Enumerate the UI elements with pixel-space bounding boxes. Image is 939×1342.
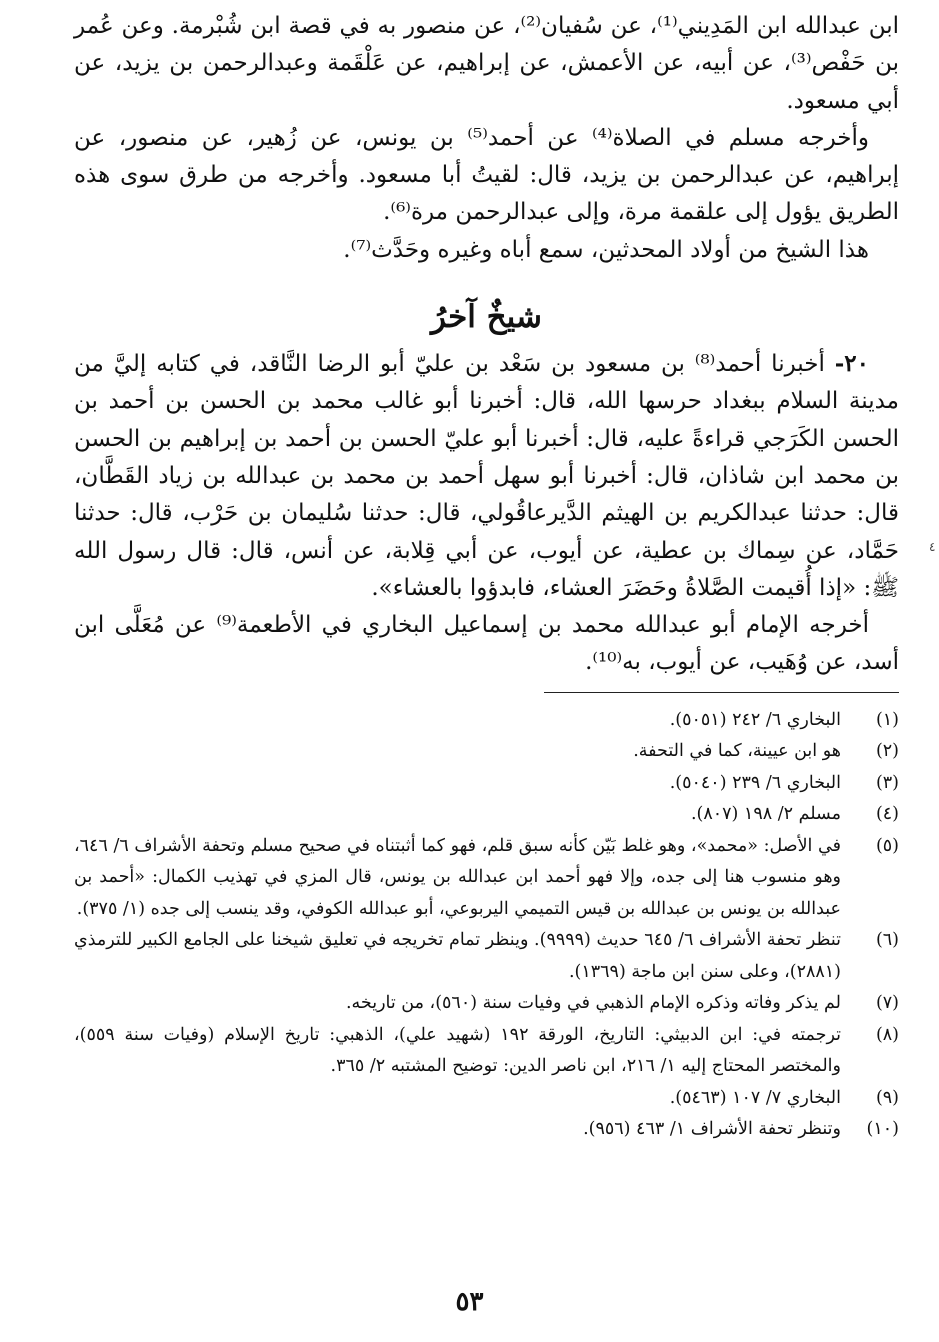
footnote [74, 705, 899, 737]
footnote [74, 1114, 899, 1146]
footnote-text: لم يذكر وفاته وذكره الإمام الذهبي في وفيات سنة (٥٦٠)، من تاريخه. [345, 993, 841, 1014]
footnote-number: (٩) [875, 1087, 899, 1108]
footnote [74, 768, 899, 800]
footnote-text: وتنظر تحفة الأشراف ١/ ٤٦٣ (٩٥٦). [583, 1119, 841, 1140]
footnote [74, 1083, 899, 1115]
page-content [74, 8, 899, 1146]
footnote [74, 831, 899, 926]
footnote [74, 736, 899, 768]
footnote-text: البخاري ٦/ ٢٤٢ (٥٠٥١). [669, 709, 841, 730]
footnote-text: ترجمته في: ابن الدبيثي: التاريخ، الورقة ١٩٢ (شهيد علي)، الذهبي: تاريخ الإسلام (وفيات سنة ٥٥٩)، والمختصر المحتاج إليه ١/ ٢١٦، ابن ناصر الدين: توضيح المشتبه ٢/ ٣٦٥. [74, 1024, 841, 1077]
footnote-number: (٢) [875, 741, 899, 762]
footnote-text: في الأصل: «محمد»، وهو غلط بَيّن كأنه سبق قلم، فهو كما أثبتناه في صحيح مسلم وتحفة الأشراف ٦/ ٦٤٦، وهو منسوب هنا إلى جده، وإلا فهو أحمد ابن عبدالله بن يونس، قال المزي في تهذيب الكمال: «أحمد بن عبدالله بن يونس بن عبدالله بن قيس التميمي اليربوعي، أبو عبدالله الكوفي، وقد ينسب إلى جده (١/ ٣٧٥). [74, 835, 841, 919]
footnote-number: (٥) [875, 835, 899, 856]
footnote-text: تنظر تحفة الأشراف ٦/ ٦٤٥ حديث (٩٩٩٩). وينظر تمام تخريجه في تعليق شيخنا على الجامع الكبير للترمذي (٢٨٨١)، وعلى سنن ابن ماجة (١٣٦٩). [74, 930, 842, 982]
paragraph: أخرجه الإمام أبو عبدالله محمد بن إسماعيل البخاري في الأطعمة⁽⁹⁾ عن مُعَلَّى ابن أسد، عن وُهَيب، عن أيوب، به⁽¹⁰⁾. [74, 612, 899, 676]
entry-text: أخبرنا أحمد⁽⁸⁾ بن مسعود بن سَعْد بن عليّ أبو الرضا النَّاقد، في كتابه إليَّ من مدينة السلام ببغداد حرسها الله، قال: أخبرنا أبو غالب محمد بن الحسن بن أحمد بن الحسن الكَرَجي قراءةً عليه، قال: أخبرنا أبو عليّ الحسن بن أحمد بن إبراهيم بن الحسن بن محمد ابن شاذان، قال: أخبرنا أبو سهل أحمد بن محمد بن عبدالله بن زياد القَطَّان، قال: حدثنا عبدالكريم بن الهيثم الدَّيرعاقُولي، قال: حدثنا سُليمان بن حَرْب، قال: حدثنا حَمَّاد، عن سِماك بن عطية، عن أيوب، عن أبي قِلابة، عن أنس، قال: قال رسول الله ﷺ: «إذا أُقيمت الصَّلاةُ وحَضَرَ العشاء، فابدؤوا بالعشاء». [74, 351, 899, 601]
footnote-number: (١٠) [866, 1119, 899, 1140]
footnote-text: البخاري ٦/ ٢٣٩ (٥٠٤٠). [669, 772, 841, 793]
footnote-divider [544, 692, 899, 693]
page-number: ٥٣ [455, 1287, 484, 1317]
footnote-number: (٣) [875, 772, 899, 793]
section-heading: شيخٌ آخرُ [430, 299, 542, 336]
footnote-number: (٨) [875, 1024, 899, 1045]
footnote [74, 1020, 899, 1083]
footnote-text: هو ابن عيينة، كما في التحفة. [633, 741, 841, 762]
footnote [74, 925, 899, 988]
paragraph: هذا الشيخ من أولاد المحدثين، سمع أباه وغيره وحَدَّث⁽⁷⁾. [343, 236, 869, 263]
footnote-number: (٧) [875, 993, 899, 1014]
footnote-text: مسلم ٢/ ١٩٨ (٨٠٧). [690, 804, 841, 825]
footnote-number: (١) [875, 709, 899, 730]
footnote-number: (٤) [875, 804, 899, 825]
entry-paragraph [74, 345, 899, 607]
entry-number: ٢٠- [834, 350, 870, 378]
footnote-number: (٦) [875, 930, 899, 951]
footnote [74, 799, 899, 831]
footnotes-list [74, 705, 899, 1146]
footnote [74, 988, 899, 1020]
paragraph: وأخرجه مسلم في الصلاة⁽⁴⁾ عن أحمد⁽⁵⁾ بن يونس، عن زُهير، عن منصور، عن إبراهيم، عن عبدالرحمن بن يزيد، قال: لقيتُ أبا مسعود. وأخرجه من طرق سوى هذه الطريق يؤول إلى علقمة مرة، وإلى عبدالرحمن مرة⁽⁶⁾. [74, 124, 899, 226]
paragraph: ابن عبدالله ابن المَدِيني⁽¹⁾، عن سُفيان⁽²⁾، عن منصور به في قصة ابن شُبْرمة. وعن عُمر بن حَفْص⁽³⁾، عن أبيه، عن الأعمش، عن إبراهيم، عن عَلْقَمة وعبدالرحمن بن يزيد، عن أبي مسعود. [74, 13, 900, 114]
main-text [74, 8, 899, 682]
footnote-text: البخاري ٧/ ١٠٧ (٥٤٦٣). [669, 1087, 841, 1108]
margin-mark: ٤ [929, 540, 936, 554]
